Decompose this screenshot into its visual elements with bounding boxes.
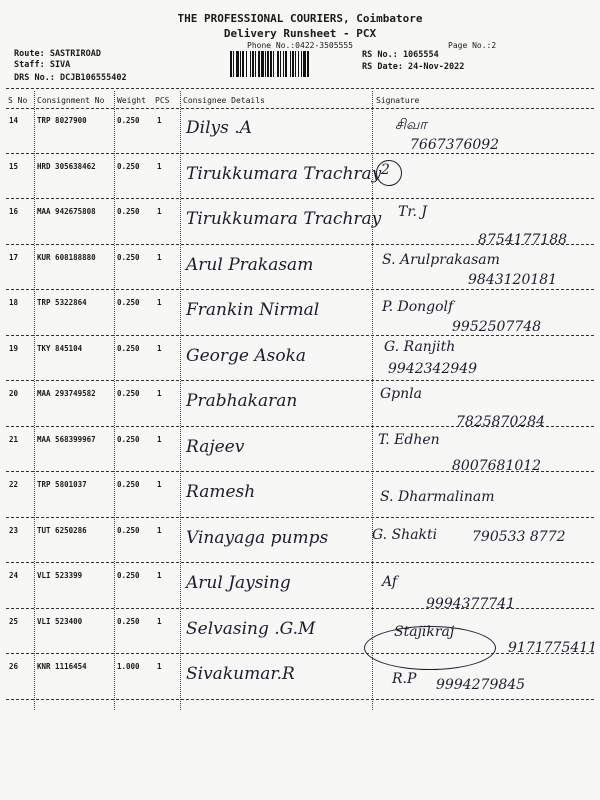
header-rule-top <box>6 88 594 89</box>
col-signature: Signature <box>376 96 420 105</box>
row-divider <box>6 153 594 154</box>
route-label: Route: SASTRIROAD <box>14 49 101 59</box>
rs-date: RS Date: 24-Nov-2022 <box>362 62 465 72</box>
row-consignment-no: MAA 568399967 <box>37 434 96 444</box>
row-weight: 0.250 <box>117 434 140 444</box>
row-serial: 25 <box>9 616 19 626</box>
consignee-name: Arul Jaysing <box>186 573 291 593</box>
consignee-name: Vinayaga pumps <box>186 527 329 548</box>
document-subtitle: Delivery Runsheet - PCX <box>223 27 377 40</box>
consignee-name: Dilys .A <box>186 118 252 138</box>
row-serial: 26 <box>9 662 19 671</box>
recipient-signature: S. Arulprakasam <box>382 251 500 268</box>
col-consignment: Consignment No <box>37 96 105 105</box>
row-pcs: 1 <box>157 616 162 626</box>
recipient-signature: G. Ranjith <box>384 338 456 355</box>
row-weight: 0.250 <box>117 480 140 489</box>
row-pcs: 1 <box>157 298 162 307</box>
recipient-signature: R.P <box>392 671 417 687</box>
recipient-phone: 8007681012 <box>452 457 542 474</box>
row-consignment-no: MAA 942675808 <box>37 207 96 216</box>
row-consignment-no: TUT 6250286 <box>37 525 87 535</box>
row-weight: 0.250 <box>117 616 140 626</box>
header-rule-bottom <box>6 108 594 109</box>
phone-number: Phone No.:0422-3505555 <box>247 41 353 50</box>
consignee-name: Tirukkumara Trachray <box>186 163 382 184</box>
row-weight: 0.250 <box>117 525 140 535</box>
row-pcs: 1 <box>157 252 162 262</box>
row-consignment-no: TKY 845104 <box>37 343 83 353</box>
row-weight: 0.250 <box>117 389 140 398</box>
row-pcs: 1 <box>157 480 162 489</box>
company-title: THE PROFESSIONAL COURIERS, Coimbatore <box>177 12 423 25</box>
barcode-bar <box>309 51 310 77</box>
row-serial: 21 <box>9 434 19 444</box>
row-serial: 16 <box>9 207 19 216</box>
col-pcs: PCS <box>155 96 170 105</box>
recipient-phone: 7825870284 <box>456 414 546 430</box>
row-divider <box>6 335 594 336</box>
drs-number: DRS No.: DCJB106555402 <box>14 73 127 83</box>
row-divider <box>6 699 594 700</box>
row-consignment-no: KUR 608188880 <box>37 252 96 262</box>
column-divider <box>114 91 115 710</box>
row-pcs: 1 <box>157 434 162 444</box>
row-serial: 22 <box>9 480 19 489</box>
row-divider <box>6 244 594 245</box>
row-serial: 17 <box>9 252 19 262</box>
recipient-signature: Af <box>382 574 398 590</box>
recipient-phone: 9952507748 <box>452 319 542 335</box>
row-weight: 0.250 <box>117 571 140 580</box>
row-consignment-no: VLI 523399 <box>37 571 83 580</box>
recipient-phone: 9994377741 <box>426 596 516 612</box>
recipient-phone: 790533 8772 <box>472 528 566 545</box>
recipient-signature: G. Shakti <box>372 526 438 543</box>
recipient-phone: 9843120181 <box>468 271 558 288</box>
recipient-phone: 7667376092 <box>410 137 500 153</box>
col-sno: S No <box>8 96 28 105</box>
consignee-name: Arul Prakasam <box>186 254 314 275</box>
row-pcs: 1 <box>157 116 162 125</box>
row-divider <box>6 517 594 518</box>
row-weight: 0.250 <box>117 343 140 353</box>
row-serial: 23 <box>9 525 19 535</box>
barcode <box>230 51 355 77</box>
row-divider <box>6 471 594 472</box>
column-divider <box>372 91 373 710</box>
page-number: Page No.:2 <box>448 41 497 50</box>
row-consignment-no: VLI 523400 <box>37 616 83 626</box>
row-serial: 20 <box>9 389 19 398</box>
row-pcs: 1 <box>157 389 162 398</box>
row-serial: 15 <box>9 161 19 171</box>
row-divider <box>6 289 594 290</box>
recipient-signature: Gpnla <box>380 386 422 402</box>
recipient-signature: Stajikraj <box>394 623 455 640</box>
recipient-signature: Tr. J <box>398 204 428 220</box>
row-divider <box>6 380 594 381</box>
row-weight: 1.000 <box>117 662 140 671</box>
consignee-name: Prabhakaran <box>186 391 298 411</box>
row-divider <box>6 198 594 199</box>
consignee-name: Frankin Nirmal <box>186 300 320 320</box>
row-consignment-no: HRD 305638462 <box>37 161 96 171</box>
row-weight: 0.250 <box>117 252 140 262</box>
row-pcs: 1 <box>157 207 162 216</box>
col-consignee: Consignee Details <box>183 96 265 105</box>
row-pcs: 1 <box>157 571 162 580</box>
recipient-phone: 9994279845 <box>436 677 526 693</box>
consignee-name: Sivakumar.R <box>186 664 295 684</box>
row-divider <box>6 608 594 609</box>
row-pcs: 1 <box>157 343 162 353</box>
row-divider <box>6 562 594 563</box>
consignee-name: Tirukkumara Trachray <box>186 209 382 229</box>
row-serial: 19 <box>9 343 19 353</box>
signature-circle <box>364 623 496 670</box>
row-consignment-no: TRP 5801037 <box>37 480 87 489</box>
column-divider <box>180 91 181 710</box>
row-weight: 0.250 <box>117 207 140 216</box>
col-weight: Weight <box>117 96 146 105</box>
row-weight: 0.250 <box>117 116 140 125</box>
row-pcs: 1 <box>157 525 162 535</box>
column-divider <box>34 91 35 710</box>
row-consignment-no: KNR 1116454 <box>37 662 87 671</box>
recipient-signature: S. Dharmalinam <box>380 489 495 505</box>
row-divider <box>6 653 594 654</box>
row-divider <box>6 426 594 427</box>
recipient-phone: 9942342949 <box>388 360 478 377</box>
row-consignment-no: MAA 293749582 <box>37 389 96 398</box>
row-serial: 18 <box>9 298 19 307</box>
row-serial: 14 <box>9 116 19 125</box>
recipient-signature: P. Dongolf <box>382 299 454 315</box>
row-consignment-no: TRP 5322864 <box>37 298 87 307</box>
rs-number: RS No.: 1065554 <box>362 50 439 60</box>
consignee-name: Selvasing .G.M <box>186 618 316 639</box>
row-consignment-no: TRP 8027900 <box>37 116 87 125</box>
row-serial: 24 <box>9 571 19 580</box>
recipient-signature: சிவா <box>395 117 427 133</box>
consignee-name: Rajeev <box>186 436 245 457</box>
recipient-phone: 9171775411 <box>508 639 598 656</box>
row-pcs: 1 <box>157 662 162 671</box>
row-weight: 0.250 <box>117 298 140 307</box>
row-weight: 0.250 <box>117 161 140 171</box>
row-pcs: 1 <box>157 161 162 171</box>
annotation-number: 2 <box>381 162 390 178</box>
recipient-phone: 8754177188 <box>478 232 568 248</box>
recipient-signature: T. Edhen <box>378 431 440 448</box>
consignee-name: George Asoka <box>186 345 307 366</box>
staff-label: Staff: SIVA <box>14 60 71 70</box>
consignee-name: Ramesh <box>186 482 256 502</box>
